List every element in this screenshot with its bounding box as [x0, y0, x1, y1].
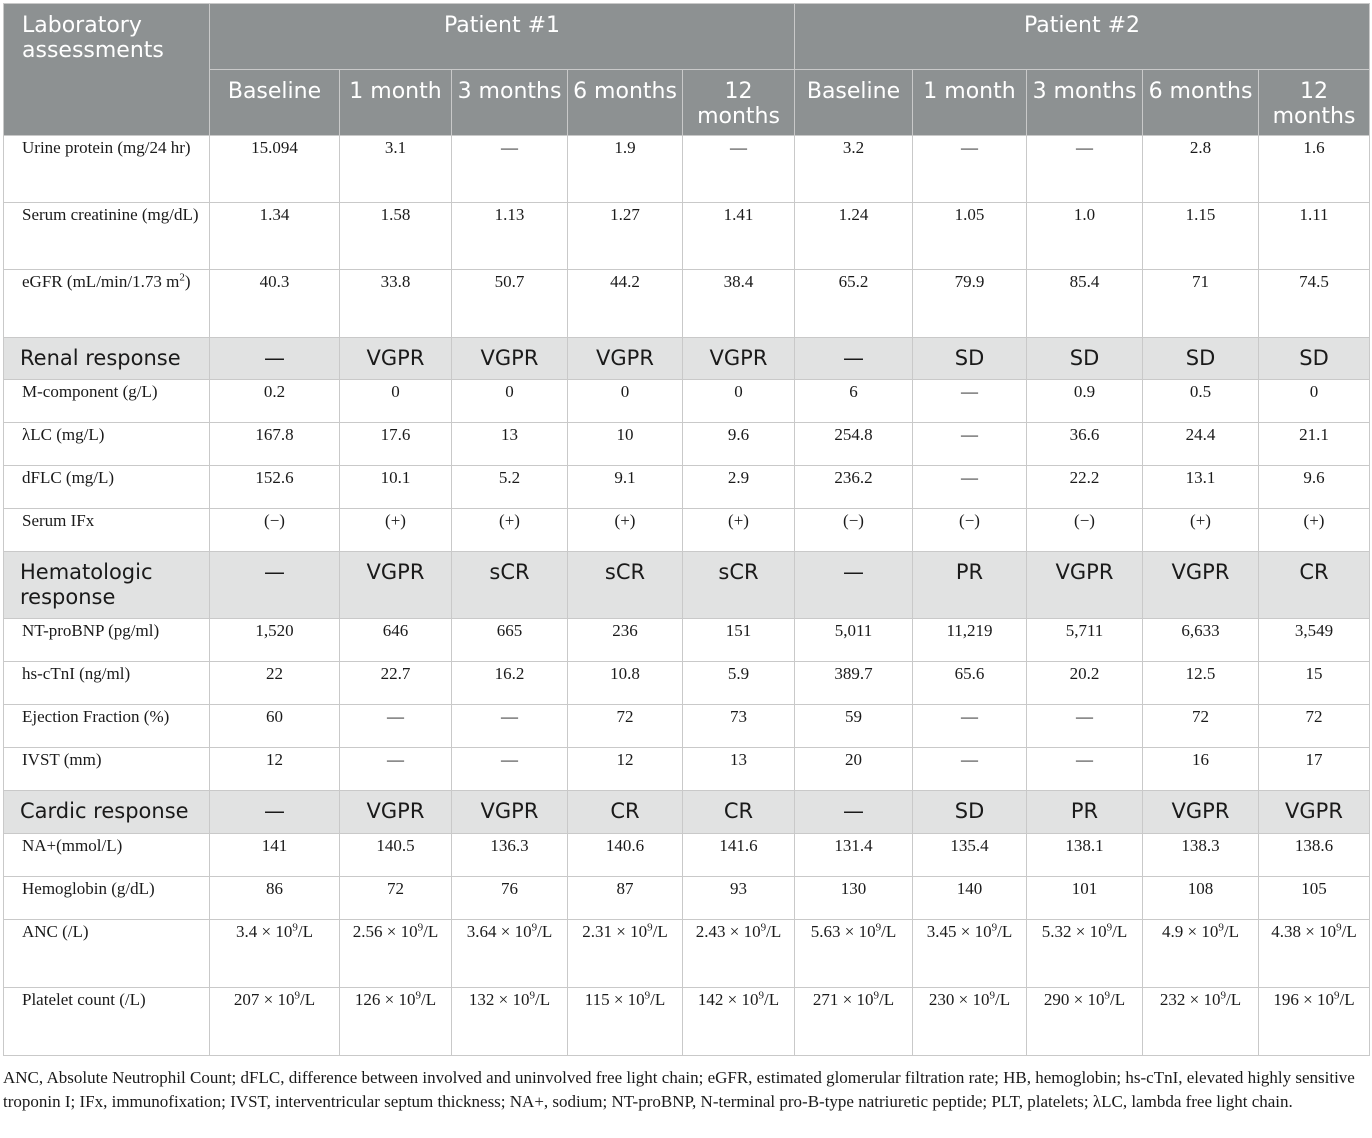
table-cell: 0	[568, 380, 683, 423]
lab-assessment-table	[3, 3, 1370, 1056]
table-cell: $142 \times 10^9/L$	[683, 988, 795, 1056]
table-cell: 1.9	[568, 136, 683, 203]
table-cell: 59	[795, 705, 913, 748]
table-cell: 1.27	[568, 203, 683, 270]
table-cell: $232 \times 10^9/L$	[1143, 988, 1259, 1056]
table-row	[4, 136, 1370, 203]
table-cell: 22.2	[1027, 466, 1143, 509]
table-cell: VGPR	[1027, 552, 1143, 619]
table-cell: 72	[1143, 705, 1259, 748]
table-cell: 1.15	[1143, 203, 1259, 270]
patient-1-group-header: Patient #1	[210, 4, 795, 70]
table-cell: 131.4	[795, 834, 913, 877]
table-cell: —	[913, 748, 1027, 791]
table-cell: $3.4 \times 10^9/L$	[210, 920, 340, 988]
table-cell: sCR	[452, 552, 568, 619]
table-cell: —	[452, 136, 568, 203]
timepoint-header: 3 months	[452, 70, 568, 136]
table-cell: 1.11	[1259, 203, 1370, 270]
table-body	[4, 136, 1370, 1056]
table-row	[4, 748, 1370, 791]
table-cell: VGPR	[452, 338, 568, 380]
table-cell: 140	[913, 877, 1027, 920]
table-cell: 65.6	[913, 662, 1027, 705]
table-cell: SD	[913, 791, 1027, 834]
table-cell: CR	[1259, 552, 1370, 619]
table-row	[4, 705, 1370, 748]
table-cell: SD	[913, 338, 1027, 380]
table-cell: VGPR	[340, 552, 452, 619]
timepoint-header: Baseline	[210, 70, 340, 136]
table-cell: 50.7	[452, 270, 568, 338]
row-label: dFLC (mg/L)	[4, 466, 210, 509]
table-cell: 236.2	[795, 466, 913, 509]
table-cell: 2.9	[683, 466, 795, 509]
table-cell: 6,633	[1143, 619, 1259, 662]
table-cell: 0.2	[210, 380, 340, 423]
table-row	[4, 270, 1370, 338]
table-cell: —	[340, 748, 452, 791]
row-label: Serum IFx	[4, 509, 210, 552]
table-cell: $290 \times 10^9/L$	[1027, 988, 1143, 1056]
table-cell: VGPR	[683, 338, 795, 380]
table-cell: —	[913, 705, 1027, 748]
timepoint-header: 6 months	[568, 70, 683, 136]
table-cell: 1.13	[452, 203, 568, 270]
table-cell: —	[795, 791, 913, 834]
table-cell: —	[913, 466, 1027, 509]
table-cell: VGPR	[452, 791, 568, 834]
table-cell: —	[210, 791, 340, 834]
table-cell: 136.3	[452, 834, 568, 877]
table-cell: $3.64 \times 10^9/L$	[452, 920, 568, 988]
table-cell: 1.05	[913, 203, 1027, 270]
table-cell: —	[913, 136, 1027, 203]
table-cell: 16	[1143, 748, 1259, 791]
table-cell: 13.1	[1143, 466, 1259, 509]
table-cell: SD	[1027, 338, 1143, 380]
timepoint-header: 1 month	[913, 70, 1027, 136]
table-cell: 10.8	[568, 662, 683, 705]
table-cell: 76	[452, 877, 568, 920]
table-cell: $115 \times 10^9/L$	[568, 988, 683, 1056]
table-cell: 1.6	[1259, 136, 1370, 203]
table-row	[4, 834, 1370, 877]
table-cell: —	[340, 705, 452, 748]
table-cell: 71	[1143, 270, 1259, 338]
table-cell: 79.9	[913, 270, 1027, 338]
table-cell: 17	[1259, 748, 1370, 791]
corner-header: Laboratory assessments	[4, 4, 210, 136]
row-label: Renal response	[4, 338, 210, 380]
table-cell: sCR	[568, 552, 683, 619]
table-cell: $207 \times 10^9/L$	[210, 988, 340, 1056]
table-cell: —	[795, 552, 913, 619]
table-cell: 5.9	[683, 662, 795, 705]
timepoint-header: 12 months	[1259, 70, 1370, 136]
table-cell: (+)	[340, 509, 452, 552]
table-row	[4, 988, 1370, 1056]
table-cell: 20.2	[1027, 662, 1143, 705]
table-cell: $126 \times 10^9/L$	[340, 988, 452, 1056]
table-cell: 0.9	[1027, 380, 1143, 423]
table-cell: 73	[683, 705, 795, 748]
table-cell: (+)	[452, 509, 568, 552]
table-row	[4, 380, 1370, 423]
table-cell: (−)	[913, 509, 1027, 552]
table-cell: $196 \times 10^9/L$	[1259, 988, 1370, 1056]
table-cell: $2.43 \times 10^9/L$	[683, 920, 795, 988]
table-cell: 1.24	[795, 203, 913, 270]
table-cell: 15.094	[210, 136, 340, 203]
row-label: M-component (g/L)	[4, 380, 210, 423]
table-row	[4, 619, 1370, 662]
table-cell: 87	[568, 877, 683, 920]
table-cell: 108	[1143, 877, 1259, 920]
timepoint-header: Baseline	[795, 70, 913, 136]
table-cell: —	[210, 338, 340, 380]
patient-2-group-header: Patient #2	[795, 4, 1370, 70]
table-cell: 22.7	[340, 662, 452, 705]
table-cell: 17.6	[340, 423, 452, 466]
table-cell: 12	[210, 748, 340, 791]
table-header	[4, 4, 1370, 136]
table-cell: 1.34	[210, 203, 340, 270]
table-cell: 74.5	[1259, 270, 1370, 338]
table-cell: VGPR	[568, 338, 683, 380]
row-label: NA+(mmol/L)	[4, 834, 210, 877]
table-cell: 0	[340, 380, 452, 423]
row-label: Hemoglobin (g/dL)	[4, 877, 210, 920]
table-cell: —	[795, 338, 913, 380]
table-cell: sCR	[683, 552, 795, 619]
table-cell: $132 \times 10^9/L$	[452, 988, 568, 1056]
table-cell: 138.1	[1027, 834, 1143, 877]
table-row	[4, 662, 1370, 705]
table-cell: —	[1027, 705, 1143, 748]
table-cell: $3.45 \times 10^9/L$	[913, 920, 1027, 988]
table-cell: $2.31 \times 10^9/L$	[568, 920, 683, 988]
table-cell: 1.58	[340, 203, 452, 270]
table-cell: CR	[683, 791, 795, 834]
table-cell: 105	[1259, 877, 1370, 920]
table-cell: 22	[210, 662, 340, 705]
row-label: Cardic response	[4, 791, 210, 834]
table-cell: PR	[913, 552, 1027, 619]
table-cell: 389.7	[795, 662, 913, 705]
table-cell: 15	[1259, 662, 1370, 705]
table-cell: 138.6	[1259, 834, 1370, 877]
table-cell: (−)	[1027, 509, 1143, 552]
table-cell: 3.2	[795, 136, 913, 203]
table-cell: 3.1	[340, 136, 452, 203]
table-cell: VGPR	[1143, 552, 1259, 619]
table-cell: 10.1	[340, 466, 452, 509]
table-cell: $4.38 \times 10^9/L$	[1259, 920, 1370, 988]
table-cell: 13	[683, 748, 795, 791]
table-cell: 93	[683, 877, 795, 920]
table-row	[4, 920, 1370, 988]
table-cell: —	[452, 705, 568, 748]
table-cell: 0	[452, 380, 568, 423]
table-cell: 12.5	[1143, 662, 1259, 705]
table-cell: $4.9 \times 10^9/L$	[1143, 920, 1259, 988]
row-label: Ejection Fraction (%)	[4, 705, 210, 748]
table-cell: 2.8	[1143, 136, 1259, 203]
row-label: λLC (mg/L)	[4, 423, 210, 466]
table-cell: 60	[210, 705, 340, 748]
table-cell: 9.6	[683, 423, 795, 466]
table-cell: SD	[1143, 338, 1259, 380]
table-cell: PR	[1027, 791, 1143, 834]
row-label: Platelet count (/L)	[4, 988, 210, 1056]
table-cell: 1,520	[210, 619, 340, 662]
row-label: NT-proBNP (pg/ml)	[4, 619, 210, 662]
table-row	[4, 466, 1370, 509]
table-cell: —	[913, 423, 1027, 466]
row-label: ANC (/L)	[4, 920, 210, 988]
table-cell: 40.3	[210, 270, 340, 338]
table-cell: VGPR	[1259, 791, 1370, 834]
table-cell: 12	[568, 748, 683, 791]
table-cell: VGPR	[340, 338, 452, 380]
table-cell: SD	[1259, 338, 1370, 380]
table-cell: 646	[340, 619, 452, 662]
table-cell: 101	[1027, 877, 1143, 920]
row-label: Urine protein (mg/24 hr)	[4, 136, 210, 203]
table-cell: —	[683, 136, 795, 203]
table-cell: 11,219	[913, 619, 1027, 662]
table-cell: 5,711	[1027, 619, 1143, 662]
table-cell: (+)	[683, 509, 795, 552]
table-cell: 86	[210, 877, 340, 920]
table-cell: 141.6	[683, 834, 795, 877]
table-cell: 44.2	[568, 270, 683, 338]
row-label: Hematologic response	[4, 552, 210, 619]
table-row	[4, 423, 1370, 466]
table-cell: (+)	[568, 509, 683, 552]
table-cell: $230 \times 10^9/L$	[913, 988, 1027, 1056]
table-cell: 138.3	[1143, 834, 1259, 877]
table-cell: $2.56 \times 10^9/L$	[340, 920, 452, 988]
table-cell: 140.5	[340, 834, 452, 877]
table-cell: 1.41	[683, 203, 795, 270]
row-label: Serum creatinine (mg/dL)	[4, 203, 210, 270]
table-cell: 9.6	[1259, 466, 1370, 509]
table-cell: 20	[795, 748, 913, 791]
table-cell: CR	[568, 791, 683, 834]
table-cell: 0	[683, 380, 795, 423]
table-cell: $271 \times 10^9/L$	[795, 988, 913, 1056]
table-cell: 130	[795, 877, 913, 920]
table-cell: 0	[1259, 380, 1370, 423]
table-cell: 6	[795, 380, 913, 423]
table-cell: $5.32 \times 10^9/L$	[1027, 920, 1143, 988]
response-row	[4, 552, 1370, 619]
table-cell: —	[1027, 748, 1143, 791]
table-cell: 167.8	[210, 423, 340, 466]
table-cell: 1.0	[1027, 203, 1143, 270]
table-cell: 151	[683, 619, 795, 662]
table-row	[4, 877, 1370, 920]
table-cell: (+)	[1143, 509, 1259, 552]
table-cell: 24.4	[1143, 423, 1259, 466]
row-label: IVST (mm)	[4, 748, 210, 791]
table-cell: 665	[452, 619, 568, 662]
table-footnote: ANC, Absolute Neutrophil Count; dFLC, difference between involved and uninvolved free light chain; eGFR, estimated glomerular filtration rate; HB, hemoglobin; hs-cTnI, elevated highly sensitive troponin I; IFx, immunofixation; IVST, interventricular septum thickness; NA+, sodium; NT-proBNP, N-terminal pro-B-type natriuretic peptide; PLT, platelets; λLC, lambda free light chain.	[3, 1068, 1355, 1111]
timepoint-header: 3 months	[1027, 70, 1143, 136]
response-row	[4, 791, 1370, 834]
table-cell: 5.2	[452, 466, 568, 509]
table-cell: 9.1	[568, 466, 683, 509]
table-cell: 72	[340, 877, 452, 920]
table-cell: 38.4	[683, 270, 795, 338]
row-label: hs-cTnI (ng/ml)	[4, 662, 210, 705]
table-cell: 85.4	[1027, 270, 1143, 338]
table-cell: $5.63 \times 10^9/L$	[795, 920, 913, 988]
timepoint-header: 6 months	[1143, 70, 1259, 136]
table-cell: 13	[452, 423, 568, 466]
table-row	[4, 203, 1370, 270]
response-row	[4, 338, 1370, 380]
table-cell: VGPR	[340, 791, 452, 834]
table-cell: 3,549	[1259, 619, 1370, 662]
table-cell: (−)	[210, 509, 340, 552]
table-cell: 135.4	[913, 834, 1027, 877]
table-cell: 10	[568, 423, 683, 466]
timepoint-header: 12 months	[683, 70, 795, 136]
timepoint-header: 1 month	[340, 70, 452, 136]
table-cell: 36.6	[1027, 423, 1143, 466]
table-cell: 16.2	[452, 662, 568, 705]
table-cell: 140.6	[568, 834, 683, 877]
table-cell: —	[913, 380, 1027, 423]
table-cell: 72	[1259, 705, 1370, 748]
table-cell: 254.8	[795, 423, 913, 466]
table-cell: (−)	[795, 509, 913, 552]
table-cell: 152.6	[210, 466, 340, 509]
table-cell: (+)	[1259, 509, 1370, 552]
table-cell: 236	[568, 619, 683, 662]
table-cell: 21.1	[1259, 423, 1370, 466]
table-cell: VGPR	[1143, 791, 1259, 834]
table-cell: 0.5	[1143, 380, 1259, 423]
table-cell: —	[210, 552, 340, 619]
row-label: eGFR (mL/min/1.73 $m^2$)	[4, 270, 210, 338]
table-cell: 33.8	[340, 270, 452, 338]
table-cell: 141	[210, 834, 340, 877]
table-cell: 72	[568, 705, 683, 748]
table-cell: 5,011	[795, 619, 913, 662]
table-cell: 65.2	[795, 270, 913, 338]
table-row	[4, 509, 1370, 552]
table-cell: —	[1027, 136, 1143, 203]
table-cell: —	[452, 748, 568, 791]
